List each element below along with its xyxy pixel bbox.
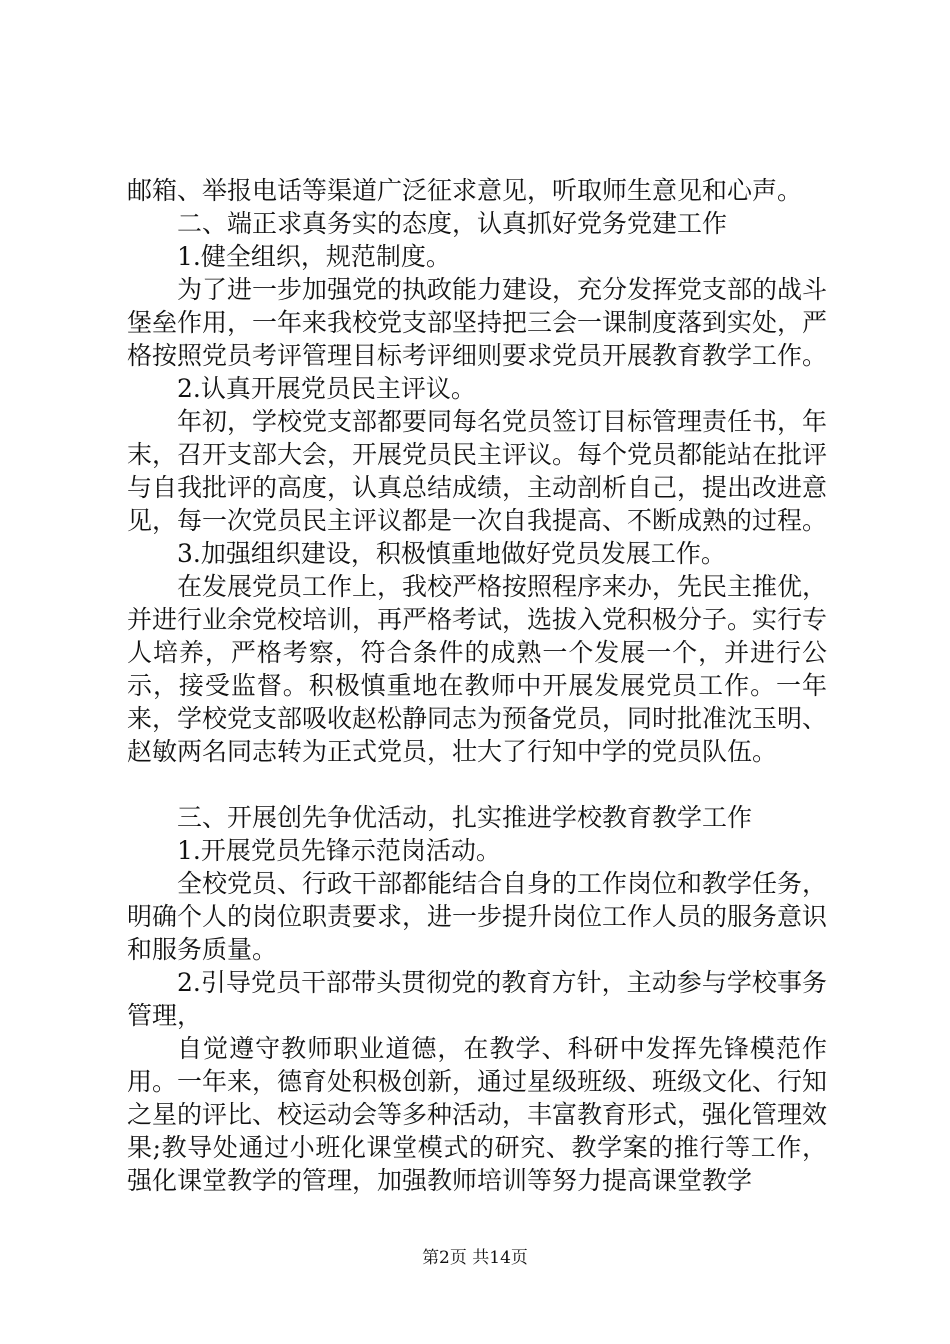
subheading-3-2: 2.引导党员干部带头贯彻党的教育方针，主动参与学校事务管理， (127, 968, 827, 1030)
paragraph: 在发展党员工作上，我校严格按照程序来办，先民主推优，并进行业余党校培训，再严格考试，选拔入党积极分子。实行专人培养，严格考察，符合条件的成熟一个发展一个，并进行公示，接受监督。积极慎重地在教师中开展发展党员工作。一年来，学校党支部吸收赵松静同志为预备党员，同时批准沈玉明、赵敏两名同志转为正式党员，壮大了行知中学的党员队伍。 (127, 572, 828, 766)
paragraph: 年初，学校党支部都要同每名党员签订目标管理责任书，年末，召开支部大会，开展党员民主评议。每个党员都能站在批评与自我批评的高度，认真总结成绩，主动剖析自己，提出改进意见，每一次党员民主评议都是一次自我提高、不断成熟的过程。 (127, 407, 828, 535)
page-footer: 第2页 共14页 (422, 1248, 528, 1268)
document-body (127, 174, 827, 1197)
subheading-2-3: 3.加强组织建设，积极慎重地做好党员发展工作。 (177, 539, 726, 568)
paragraph-continuation: 邮箱、举报电话等渠道广泛征求意见，听取师生意见和心声。 (127, 176, 803, 205)
subheading-2-1: 1.健全组织，规范制度。 (177, 242, 451, 271)
spacer (127, 768, 827, 801)
paragraph: 全校党员、行政干部都能结合自身的工作岗位和教学任务，明确个人的岗位职责要求，进一步提升岗位工作人员的服务意识和服务质量。 (127, 869, 828, 964)
section-heading-2: 二、端正求真务实的态度，认真抓好党务党建工作 (177, 209, 728, 238)
subheading-2-2: 2.认真开展党员民主评议。 (177, 374, 476, 403)
paragraph: 为了进一步加强党的执政能力建设，充分发挥党支部的战斗堡垒作用，一年来我校党支部坚持把三会一课制度落到实处，严格按照党员考评管理目标考评细则要求党员开展教育教学工作。 (127, 275, 828, 370)
subheading-3-1: 1.开展党员先锋示范岗活动。 (177, 836, 501, 865)
paragraph: 自觉遵守教师职业道德，在教学、科研中发挥先锋模范作用。一年来，德育处积极创新，通过星级班级、班级文化、行知之星的评比、校运动会等多种活动，丰富教育形式，强化管理效果;教导处通过小班化课堂模式的研究、教学案的推行等工作，强化课堂教学的管理，加强教师培训等努力提高课堂教学 (127, 1034, 828, 1195)
section-heading-3: 三、开展创先争优活动，扎实推进学校教育教学工作 (177, 803, 753, 832)
